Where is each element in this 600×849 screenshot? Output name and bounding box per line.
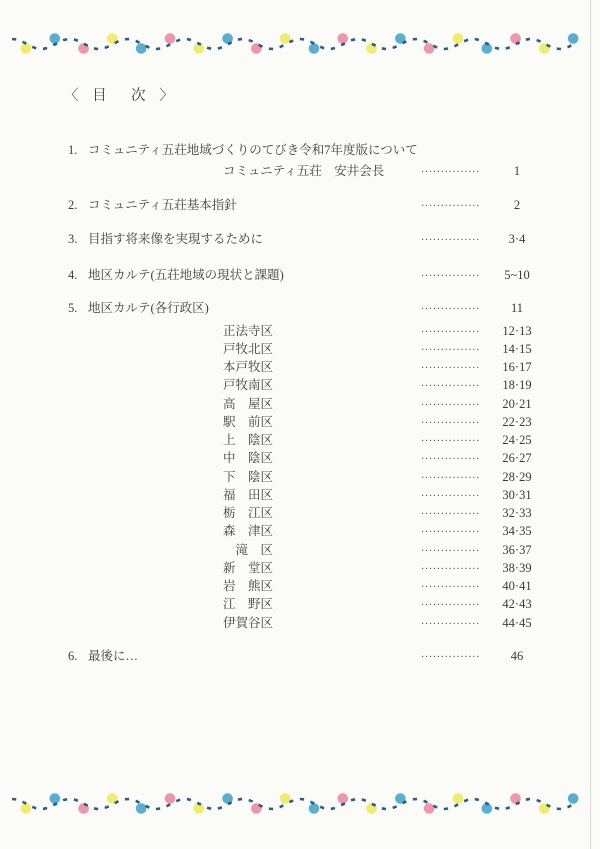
dot-leader: ··············· [421, 490, 480, 502]
dot-leader: ··············· [421, 582, 480, 593]
entry-number: 6. [68, 648, 78, 663]
entry-title: 最後に… [88, 648, 139, 663]
toc-district-row [68, 486, 545, 504]
entry-title: 駅 前区 [223, 414, 274, 429]
decoration-dot [21, 803, 32, 814]
decoration-dot [136, 43, 147, 54]
page-number: 30·31 [502, 487, 532, 502]
page-number: 34·35 [502, 524, 532, 539]
entry-title: コミュニティ五荘地域づくりのてびき令和7年度版について [88, 143, 418, 157]
toc-entry-row [68, 266, 545, 284]
decoration-dot [50, 793, 61, 804]
page-number: 5~10 [504, 268, 530, 282]
entry-title: 福 田区 [223, 487, 274, 502]
page-number: 3·4 [508, 231, 526, 246]
dot-leader: ··············· [421, 454, 480, 466]
decoration-dot [21, 43, 32, 54]
decoration-dot [453, 793, 464, 804]
page-number: 16·17 [502, 360, 532, 374]
page-number: 40·41 [502, 579, 532, 593]
toc-entry-row [68, 196, 545, 214]
toc-district-row [68, 340, 545, 358]
dot-leader: ··············· [421, 363, 480, 374]
entry-title: 地区カルテ(各行政区) [88, 301, 209, 316]
toc-entry-row [68, 647, 545, 665]
page-number: 38·39 [502, 560, 532, 575]
page-number: 14·15 [502, 341, 532, 356]
toc-district-row [68, 468, 545, 486]
decoration-dot [50, 33, 61, 44]
decoration-dot [568, 33, 579, 44]
entry-title: 伊賀谷区 [223, 615, 274, 630]
page-number: 1 [513, 164, 521, 179]
dot-leader: ··············· [421, 381, 480, 393]
page-title: 〈 目 次 〉 [64, 88, 179, 104]
decoration-dot [338, 793, 349, 804]
entry-number: 1. [68, 143, 78, 157]
toc-district-row [68, 395, 545, 413]
entry-title: コミュニティ五荘基本指針 [88, 197, 237, 212]
toc-district-row [68, 413, 545, 431]
scan-edge-artifact [590, 0, 591, 849]
dot-leader: ··············· [421, 200, 480, 212]
decoration-dot [424, 43, 435, 54]
dot-leader: ··············· [421, 417, 480, 429]
toc-district-row [68, 449, 545, 467]
dot-leader: ··············· [421, 545, 480, 557]
dot-leader: ··············· [421, 436, 480, 447]
toc-entry-row [68, 230, 545, 248]
page-number: 32·33 [502, 506, 532, 520]
bottom-wave-decoration [12, 782, 588, 826]
toc-entry-row [68, 141, 545, 159]
dot-leader: ··············· [421, 271, 480, 282]
toc-district-row [68, 577, 545, 595]
entry-title: 江 野区 [223, 597, 274, 612]
decoration-dot [338, 33, 349, 44]
toc-district-row [68, 504, 545, 522]
toc-district-row [68, 559, 545, 577]
top-wave-decoration [12, 22, 588, 66]
decoration-dot [453, 33, 464, 44]
dot-leader: ··············· [421, 234, 480, 246]
dot-leader: ··············· [421, 304, 480, 316]
page-number: 18·19 [502, 378, 532, 393]
entry-title: 中 陰区 [223, 451, 274, 466]
toc-district-row [68, 431, 545, 449]
dot-leader: ··············· [421, 326, 480, 338]
toc-district-row [68, 376, 545, 394]
toc-district-row [68, 522, 545, 540]
entry-number: 5. [68, 301, 78, 316]
page-number: 2 [513, 197, 521, 212]
page-number: 36·37 [502, 542, 532, 557]
toc-district-row [68, 614, 545, 632]
entry-title: 新 堂区 [223, 560, 274, 575]
page-number: 20·21 [502, 396, 532, 411]
dot-leader: ··············· [421, 167, 480, 179]
entry-title: 目指す将来像を実現するために [88, 231, 264, 246]
page-number: 22·23 [502, 414, 532, 429]
dot-leader: ··············· [421, 399, 480, 411]
entry-number: 2. [68, 197, 78, 212]
toc-district-row [68, 358, 545, 376]
dot-leader: ··············· [421, 563, 480, 575]
decoration-dot [568, 793, 579, 804]
dot-leader: ··············· [421, 618, 480, 630]
page-number: 42·43 [502, 597, 532, 612]
toc-entry-row [68, 162, 545, 180]
toc-district-row [68, 541, 545, 559]
entry-title: 本戸牧区 [223, 360, 274, 374]
dot-leader: ··············· [421, 509, 480, 520]
decoration-dot [165, 793, 176, 804]
toc-district-row [68, 595, 545, 613]
decoration-dot [280, 33, 291, 44]
entry-title: 岩 熊区 [223, 579, 274, 593]
entry-title: 上 陰区 [223, 433, 274, 447]
entry-title: 地区カルテ(五荘地域の現状と課題) [88, 268, 284, 282]
dot-leader: ··············· [421, 472, 480, 484]
page-number: 11 [510, 301, 524, 316]
decoration-dot [309, 43, 320, 54]
entry-title: 滝 区 [223, 542, 274, 557]
entry-title: 正法寺区 [223, 323, 274, 338]
entry-title: コミュニティ五荘 安井会長 [223, 164, 385, 179]
dot-leader: ··············· [421, 600, 480, 612]
decoration-dot [309, 803, 320, 814]
toc-entry-row [68, 299, 545, 317]
decoration-dot [424, 803, 435, 814]
dot-leader: ··············· [421, 527, 480, 539]
entry-number: 3. [68, 231, 78, 246]
decoration-dot [136, 803, 147, 814]
entry-title: 森 津区 [223, 524, 274, 539]
page-number: 46 [510, 648, 524, 663]
entry-title: 戸牧南区 [223, 378, 274, 393]
decoration-dot [280, 793, 291, 804]
page-number: 28·29 [502, 469, 532, 484]
page-number: 26·27 [502, 451, 532, 466]
dot-leader: ··············· [421, 344, 480, 356]
toc-district-row [68, 322, 545, 340]
entry-number: 4. [68, 268, 78, 282]
entry-title: 下 陰区 [223, 469, 274, 484]
decoration-dot [165, 33, 176, 44]
page-number: 44·45 [502, 615, 532, 630]
entry-title: 栃 江区 [223, 506, 274, 520]
page-number: 12·13 [502, 323, 532, 338]
page-number: 24·25 [502, 433, 532, 447]
entry-title: 戸牧北区 [223, 341, 274, 356]
toc-list [68, 141, 545, 665]
dot-leader: ··············· [421, 651, 480, 663]
entry-title: 高 屋区 [223, 396, 274, 411]
